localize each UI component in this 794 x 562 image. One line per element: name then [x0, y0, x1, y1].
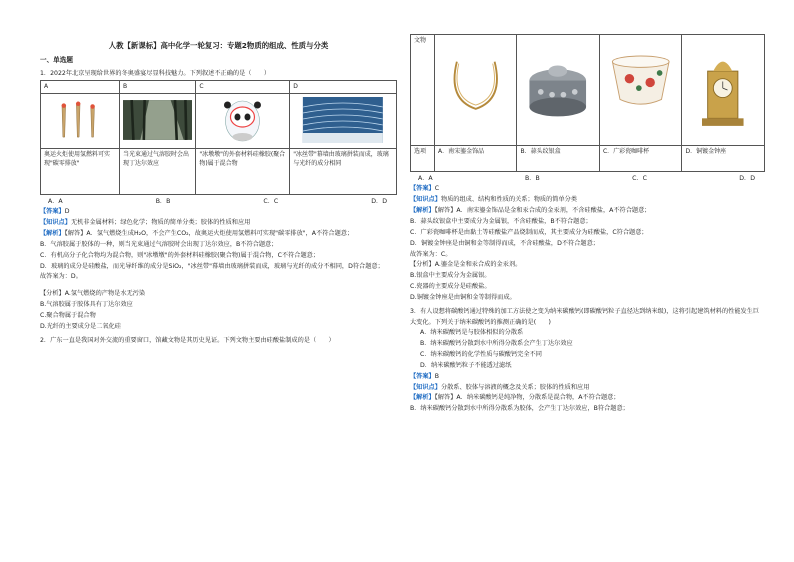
q1-option-a-text: 奥运火炬使用氢燃料可实现"碳零排放"	[41, 148, 120, 194]
q1-choice-c[interactable]: C．C	[263, 197, 279, 205]
q2-choice-a[interactable]: A．A	[418, 174, 433, 182]
q2-fenxi-3: D.铜镀金钟座是由铜和金等制得而成。	[410, 293, 516, 301]
q2-row-label-artifact: 文物	[411, 35, 435, 146]
q2-fenxi-1: B.银盒中主要成分为金属银。	[410, 272, 491, 280]
q1-choice-b[interactable]: B．B	[155, 197, 171, 205]
q1-header-c: C	[196, 81, 290, 94]
q1-fenxi-3: D.光纤的主要成分是二氧化硅	[40, 322, 121, 330]
q2-table	[410, 34, 765, 172]
q2-choice-c[interactable]: C．C	[632, 174, 647, 182]
q1-fenxi-2: C.聚合物属于混合物	[40, 311, 96, 319]
q1-choice-a[interactable]: A．A	[48, 197, 63, 205]
q3-stem: 3．有人设想将碳酸钙通过特殊的加工方法使之变为纳米碳酸钙(即碳酸钙粒子直径达到纳米级)，这将引起建筑材料的性能发生巨大变化。下列关于纳米碳酸钙的推测正确的是( )	[410, 307, 760, 326]
q1-header-a: A	[41, 81, 120, 94]
q2-option-c-text: C．广彩瓷咖啡杯	[599, 145, 681, 171]
q2-analysis-3: D．铜镀金钟座是由铜和金等制得而成，不含硅酸盐，D不符合题意；	[410, 239, 599, 247]
q1-knowledge: 【知识点】无机非金属材料；绿色化学；物质的简单分类；胶体的性质和应用	[40, 219, 251, 227]
ice-ribbon-image	[293, 97, 393, 143]
q3-choice-c[interactable]: C．纳米碳酸钙的化学性质与碳酸钙完全不同	[420, 351, 542, 359]
silver-box-image	[520, 40, 595, 140]
q1-header-d: D	[290, 81, 397, 94]
gilt-clock-image	[685, 40, 761, 140]
q2-choice-b[interactable]: B．B	[525, 174, 540, 182]
q2-fenxi-0: 【分析】A.鎏金是金和汞合成的金汞剂。	[410, 261, 522, 269]
q3-knowledge: 【知识点】分散系、胶体与溶液的概念及关系；胶体的性质和应用	[410, 383, 590, 391]
q3-choice-d[interactable]: D．纳米碳酸钙粒子不能透过滤纸	[420, 361, 512, 369]
q2-answer: 【答案】C	[410, 185, 440, 193]
right-column	[410, 0, 765, 415]
q1-stem: 1．2022年北京呈现给世界的冬奥盛宴尽显科技魅力。下列叙述不正确的是（ ）	[40, 70, 271, 78]
q1-fenxi-1: B.气溶胶属于胶体具有丁达尔效应	[40, 301, 133, 309]
q1-analysis-4: 故答案为：D。	[40, 273, 82, 281]
q2-fenxi-2: C.瓷器的主要成分是硅酸盐。	[410, 283, 491, 291]
q1-analysis-1: B．气溶胶属于胶体的一种，则当光束通过气溶胶时会出现丁达尔效应，B不符合题意；	[40, 240, 278, 248]
q1-analysis-2: C．有机高分子化合物均为混合物，则"冰墩墩"的外套材料硅橡胶(聚合物)属于混合物，C不符合题意；	[40, 251, 320, 259]
q1-header-b: B	[119, 81, 195, 94]
q3-analysis-0: 【解析】【解答】A．纳米碳酸钙是纯净物，分散系是混合物，A不符合题意；	[410, 394, 620, 402]
q1-table	[40, 80, 397, 194]
section-heading: 一、单选题	[40, 55, 73, 64]
q1-answer: 【答案】D	[40, 208, 70, 216]
q1-options	[40, 197, 397, 208]
q2-knowledge: 【知识点】物质的组成、结构和性质的关系；物质的简单分类	[410, 196, 578, 204]
gilded-necklace-image	[438, 40, 513, 140]
q1-option-d-text: "冰丝带"幕墙由玻璃拼装而成，玻璃与光纤的成分相同	[290, 148, 397, 194]
q1-option-b-text: 当光束通过气溶胶时会出现丁达尔效应	[119, 148, 195, 194]
q2-option-a-text: A．南宋鎏金饰品	[435, 145, 517, 171]
porcelain-cup-image	[603, 40, 678, 140]
left-column	[40, 0, 397, 346]
bing-dwen-dwen-image	[199, 97, 286, 143]
q2-option-d-text: D．铜镀金钟座	[682, 145, 765, 171]
forest-light-image	[123, 97, 192, 143]
q2-analysis-1: B．蒜头纹银盒中主要成分为金属银，不含硅酸盐，B不符合题意；	[410, 217, 592, 225]
q1-option-c-text: "冰墩墩"的外套材料硅橡胶(聚合物)属于混合物	[196, 148, 290, 194]
q3-choice-a[interactable]: A．纳米碳酸钙是与胶体相似的分散系	[420, 329, 524, 337]
q3-answer: 【答案】B	[410, 372, 439, 380]
q1-choice-d[interactable]: D．D	[371, 197, 387, 205]
q2-analysis-4: 故答案为：C。	[410, 250, 452, 258]
q1-analysis-3: D．玻璃的成分是硅酸盐，而光导纤维的成分是SiO₂，"冰丝带"幕墙由玻璃拼装而成，玻璃与光纤的成分不相同，D符合题意；	[40, 262, 384, 270]
q3-analysis-1: B．纳米碳酸钙分散到水中所得分散系为胶体，会产生丁达尔效应，B符合题意；	[410, 405, 629, 413]
q2-choice-d[interactable]: D．D	[739, 174, 755, 182]
q2-option-b-text: B．蒜头纹银盒	[517, 145, 599, 171]
q1-analysis-0: 【解析】【解答】A．氢气燃烧生成H₂O，不会产生CO₂，故奥运火炬使用氢燃料可实现"碳零排放"，A不符合题意；	[40, 230, 354, 238]
q2-stem: 2．广东一直是我国对外交流的重要窗口，馆藏文物是其历史见证。下列文物主要由硅酸盐制成的是（ ）	[40, 336, 335, 344]
q2-analysis-0: 【解析】【解答】A．南宋鎏金饰品是金和汞合成的金汞剂，不含硅酸盐，A不符合题意；	[410, 207, 651, 215]
q2-analysis-2: C．广彩瓷咖啡杯是由黏土等硅酸盐产品烧制而成，其主要成分为硅酸盐，C符合题意；	[410, 228, 648, 236]
q2-options	[410, 174, 765, 185]
q2-row-label-option: 选项	[411, 145, 435, 171]
q3-choice-b[interactable]: B．纳米碳酸钙分散到水中所得分散系会产生丁达尔效应	[420, 340, 573, 348]
page-title: 人教【新课标】高中化学一轮复习：专题2物质的组成、性质与分类	[108, 41, 329, 50]
torch-image	[44, 97, 116, 143]
q1-fenxi-0: 【分析】A.氢气燃烧的产物是水无污染	[40, 290, 146, 298]
